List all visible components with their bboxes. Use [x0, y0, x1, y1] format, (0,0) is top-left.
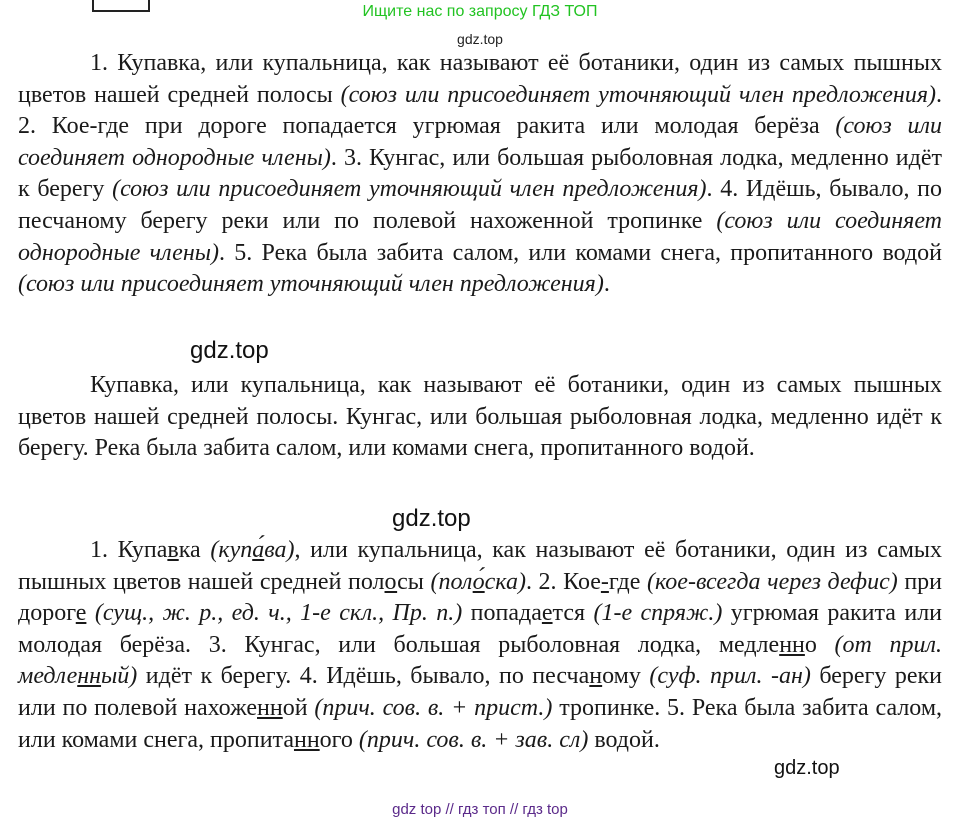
paragraph-analysis: 1. Купавка, или купальница, как называют её ботаники, один из самых пышных цветов нашей средней полосы (союз или присоединяет уточняющий член предложения). 2. Кое-где при дороге попадается угрюмая ракита или молодая берёза (союз или соединяет однородные члены). 3. Кунгас, или большая рыболовная лодка, медленно идёт к берегу (союз или присоединяет уточняющий член предложения). 4. Идёшь, бывало, по песчаному берегу реки или по полевой нахоженной тропинке (союз или соединяет однородные члены). 5. Река была забита салом, или комами снега, пропитанного водой (союз или присоединяет уточняющий член предложения). [18, 50, 943, 298]
paragraph-sentences: Купавка, или купальница, как называют её ботаники, один из самых пышных цветов нашей средней полосы. Кунгас, или большая рыболовная лодка, медленно идёт к берегу. Река была забита салом, или комами снега, пропитанного водой. [18, 372, 942, 462]
watermark-2: gdz.top [392, 505, 471, 532]
search-banner: Ищите нас по запросу ГДЗ ТОП [362, 3, 598, 20]
footer-links: gdz top // гдз топ // гдз top [392, 801, 568, 818]
watermark-1: gdz.top [190, 337, 269, 364]
watermark-small: gdz.top [457, 31, 503, 47]
watermark-3: gdz.top [774, 757, 840, 779]
paragraph-spelling: 1. Купавка (купа́ва), или купальница, как называют её ботаники, один из самых пышных цветов нашей средней полосы (поло́ска). 2. Кое-где (кое-всегда через дефис) при дороге (сущ., ж. р., ед. ч., 1-е скл., Пр. п.) попадается (1-е спряж.) угрюмая ракита или молодая берёза. 3. Кунгас, или большая рыболовная лодка, медленно (от прил. медленный) идёт к берегу. 4. Идёшь, бывало, по песчаному (суф. прил. -ан) берегу реки или по полевой нахоженной (прич. сов. в. + прист.) тропинке. 5. Река была забита салом, или комами снега, пропитанного (прич. сов. в. + зав. сл) водой. [18, 537, 943, 753]
